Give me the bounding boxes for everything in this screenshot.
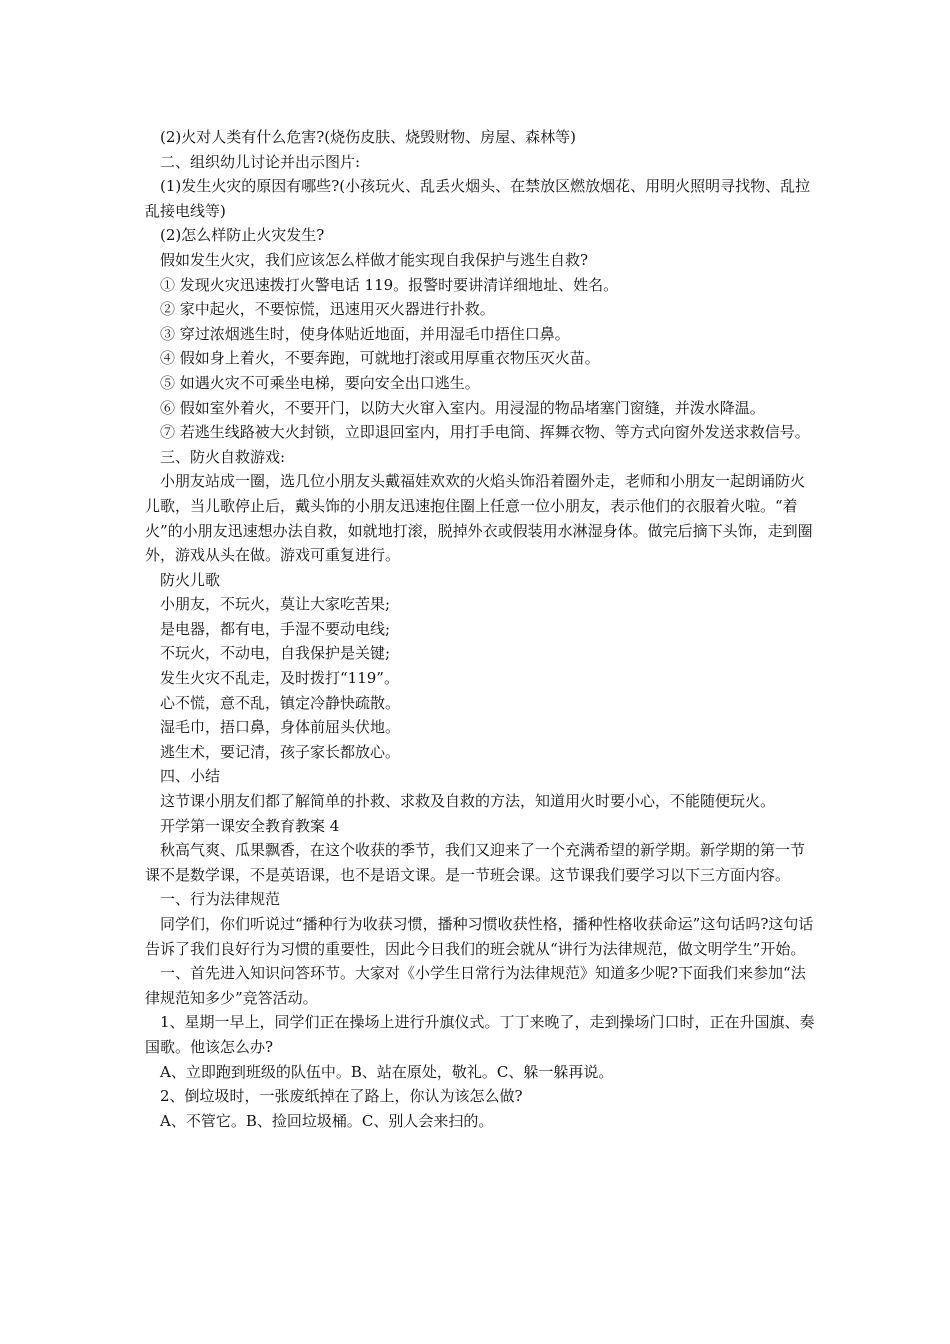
poem-line: 小朋友，不玩火，莫让大家吃苦果; — [160, 595, 391, 614]
section-heading: 三、防火自救游戏: — [160, 447, 286, 466]
poem-line: 湿毛巾，捂口鼻，身体前屈头伏地。 — [160, 718, 401, 737]
poem-line: 逃生术，要记清，孩子家长都放心。 — [160, 742, 401, 761]
document-body — [145, 125, 815, 1133]
list-item: ④ 假如身上着火，不要奔跑，可就地打滚或用厚重衣物压灭火苗。 — [160, 349, 600, 368]
list-item: ① 发现火灾迅速拨打火警电话 119。报警时要讲清详细地址、姓名。 — [160, 275, 619, 294]
paragraph: (1)发生火灾的原因有哪些?(小孩玩火、乱丢火烟头、在禁放区燃放烟花、用明火照明寻找物、乱拉乱接电线等) — [145, 177, 811, 220]
poem-line: 不玩火，不动电，自我保护是关键; — [160, 644, 391, 663]
answer-options: A、立即跑到班级的队伍中。B、站在原处，敬礼。C、躲一躲再说。 — [160, 1062, 614, 1081]
lesson-title: 开学第一课安全教育教案 4 — [160, 816, 340, 835]
list-item: ⑤ 如遇火灾不可乘坐电梯，要向安全出口逃生。 — [160, 373, 480, 392]
poem-line: 心不慌，意不乱，镇定冷静快疏散。 — [160, 693, 401, 712]
list-item: ⑥ 假如室外着火，不要开门，以防大火窜入室内。用浸湿的物品堵塞门窗缝，并泼水降温。 — [160, 398, 765, 417]
paragraph: 这节课小朋友们都了解简单的扑救、求救及自救的方法，知道用火时要小心，不能随便玩火。 — [160, 792, 776, 811]
list-item: ⑦ 若逃生线路被大火封锁，立即退回室内，用打手电筒、挥舞衣物、等方式向窗外发送求救信号。 — [160, 423, 810, 442]
section-heading: 二、组织幼儿讨论并出示图片: — [160, 152, 361, 171]
paragraph: 秋高气爽、瓜果飘香，在这个收获的季节，我们又迎来了一个充满希望的新学期。新学期的第一节课不是数学课，不是英语课，也不是语文课。是一节班会课。这节课我们要学习以下三方面内容。 — [145, 841, 806, 884]
question: 2、倒垃圾时，一张废纸掉在了路上，你认为该怎么做? — [160, 1087, 523, 1106]
poem-line: 是电器，都有电，手湿不要动电线; — [160, 619, 391, 638]
list-item: ② 家中起火，不要惊慌，迅速用灭火器进行扑救。 — [160, 300, 495, 319]
paragraph: (2)怎么样防止火灾发生? — [160, 226, 325, 245]
section-heading: 四、小结 — [160, 767, 221, 786]
section-heading: 一、行为法律规范 — [160, 890, 281, 909]
poem-line: 发生火灾不乱走，及时拨打“119”。 — [160, 669, 399, 688]
question: 1、星期一早上，同学们正在操场上进行升旗仪式。丁丁来晚了，走到操场门口时，正在升国旗、奏国歌。他该怎么办? — [145, 1013, 815, 1056]
paragraph: 同学们，你们听说过“播种行为收获习惯，播种习惯收获性格，播种性格收获命运”这句话吗?这句话告诉了我们良好行为习惯的重要性，因此今日我们的班会就从“讲行为法律规范，做文明学生”开始。 — [145, 915, 814, 958]
paragraph: 小朋友站成一圈，选几位小朋友头戴福娃欢欢的火焰头饰沿着圈外走，老师和小朋友一起朗诵防火儿歌，当儿歌停止后，戴头饰的小朋友迅速抱住圈上任意一位小朋友，表示他们的衣服着火啦。“着火”的小朋友迅速想办法自救，如就地打滚，脱掉外衣或假装用水淋湿身体。做完后摘下头饰，走到圈外，游戏从头在做。游戏可重复进行。 — [145, 472, 813, 565]
paragraph: (2)火对人类有什么危害?(烧伤皮肤、烧毁财物、房屋、森林等) — [160, 128, 576, 146]
poem-title: 防火儿歌 — [160, 570, 221, 589]
answer-options: A、不管它。B、捡回垃圾桶。C、别人会来扫的。 — [160, 1111, 494, 1130]
list-item: ③ 穿过浓烟逃生时，使身体贴近地面，并用湿毛巾捂住口鼻。 — [160, 324, 570, 343]
paragraph: 一、首先进入知识问答环节。大家对《小学生日常行为法律规范》知道多少呢?下面我们来参加“法律规范知多少”竞答活动。 — [145, 964, 806, 1007]
paragraph: 假如发生火灾，我们应该怎么样做才能实现自我保护与逃生自救? — [160, 250, 589, 269]
